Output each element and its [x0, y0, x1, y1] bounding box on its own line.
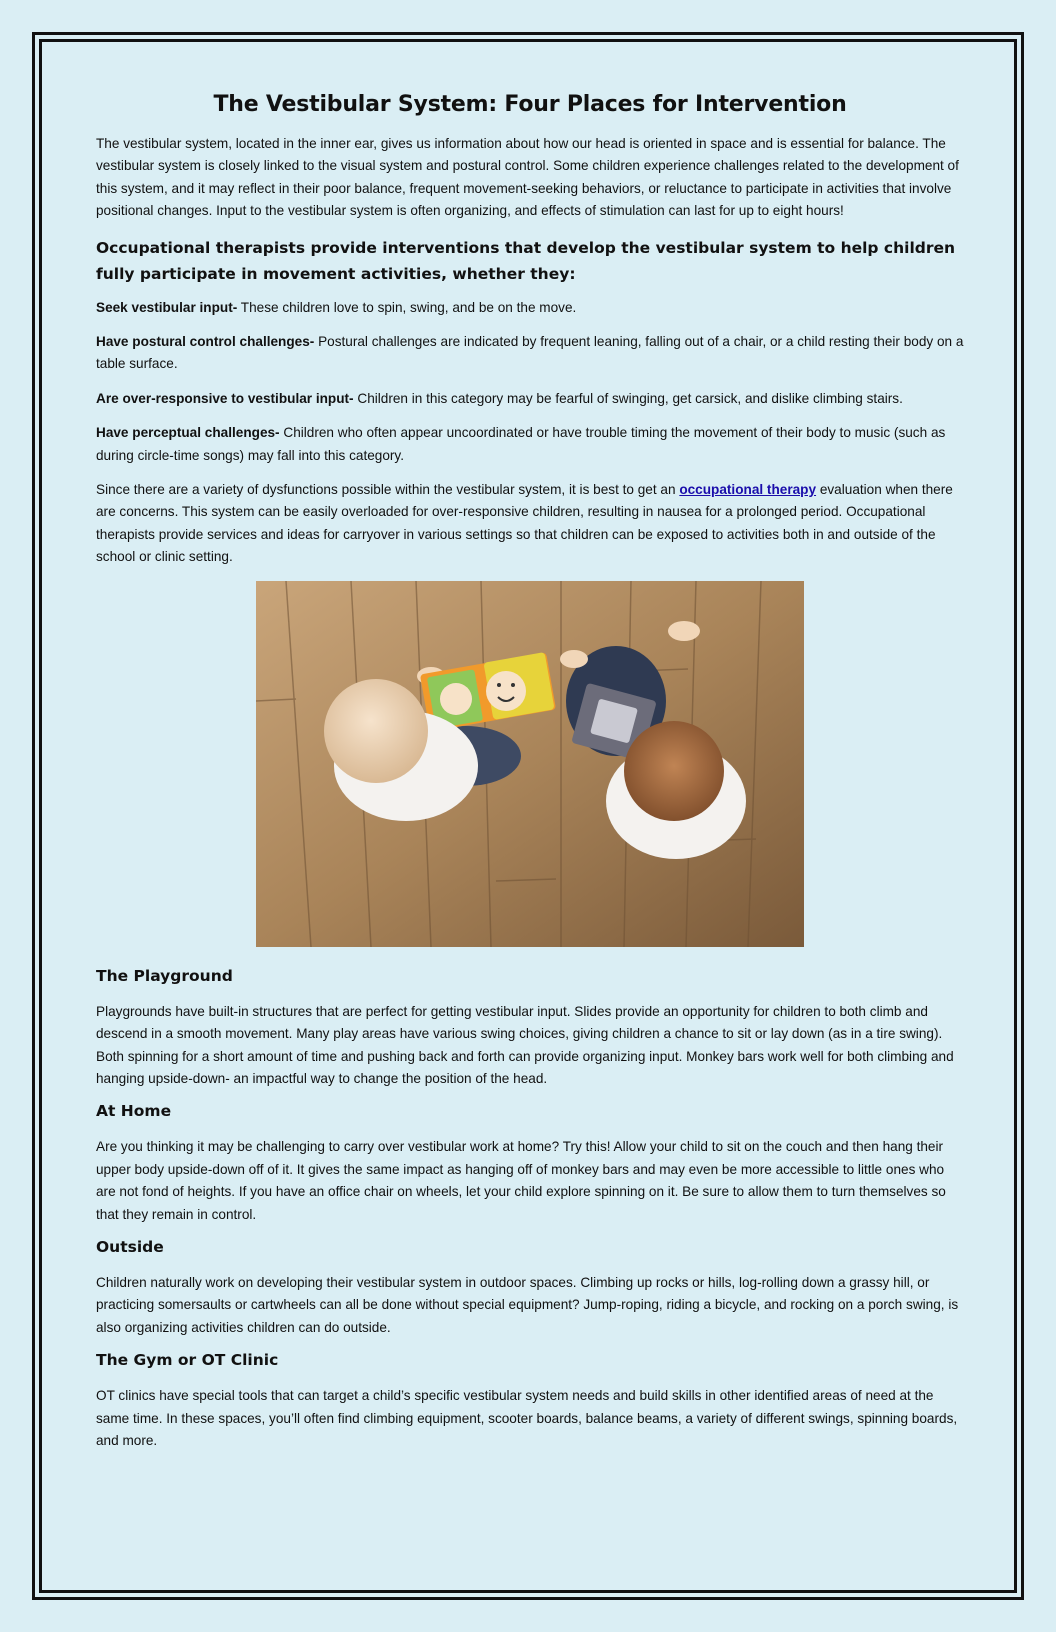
category-term: Have postural control challenges-: [96, 334, 315, 350]
evaluation-paragraph: [96, 479, 964, 569]
category-perceptual: [96, 422, 964, 467]
evaluation-text-before: Since there are a variety of dysfunctions possible within the vestibular system, it is best to get an: [96, 482, 680, 498]
category-postural-control: [96, 331, 964, 376]
section-heading-home: At Home: [96, 1102, 172, 1121]
section-body-outside: Children naturally work on developing their vestibular system in outdoor spaces. Climbing up rocks or hills, log-rolling down a grassy hill, or practicing somersaults or cartwheels can all be done without special equipment? Jump-roping, riding a bicycle, and rocking on a porch swing, is also organizing activities children can do outside.: [96, 1274, 959, 1335]
section-heading-outside: Outside: [96, 1237, 164, 1256]
evaluation-text-after: evaluation when there are concerns. This system can be easily overloaded for over-responsive children, resulting in nausea for a prolonged period. Occupational therapists provide services and ideas for carryover in various settings so that children can be exposed to activities both in and outside of the school or clinic setting.: [96, 482, 953, 565]
category-text: Children who often appear uncoordinated or have trouble timing the movement of their body to music (such as during circle-time songs) may fall into this category.: [96, 425, 946, 463]
intro-paragraph: The vestibular system, located in the inner ear, gives us information about how our head is oriented in space and is essential for balance. The vestibular system is closely linked to the visual system and postural control. Some children experience challenges related to the development of this system, and it may reflect in their poor balance, frequent movement-seeking behaviors, or reluctance to participate in activities that involve positional changes. Input to the vestibular system is often organizing, and effects of stimulation can last for up to eight hours!: [96, 136, 959, 219]
interventions-subheading: Occupational therapists provide interventions that develop the vestibular system to help children fully participate in movement activities, whether they:: [96, 238, 956, 283]
category-text: Postural challenges are indicated by frequent leaning, falling out of a chair, or a child resting their body on a table surface.: [96, 334, 964, 372]
section-body-gym-clinic: OT clinics have special tools that can target a child’s specific vestibular system needs and build skills in other identified areas of need at the same time. In these spaces, you’ll often find climbing equipment, scooter boards, balance beams, a variety of different swings, spinning boards, and more.: [96, 1388, 958, 1448]
category-seek-input: [96, 297, 964, 319]
page-title: The Vestibular System: Four Places for Intervention: [213, 92, 847, 117]
children-playing-photo: [256, 581, 804, 947]
section-heading-gym-clinic: The Gym or OT Clinic: [96, 1351, 279, 1370]
category-text: These children love to spin, swing, and be on the move.: [237, 299, 577, 315]
occupational-therapy-link[interactable]: occupational therapy: [679, 482, 817, 498]
category-term: Have perceptual challenges-: [96, 425, 280, 441]
category-text: Children in this category may be fearful of swinging, get carsick, and dislike climbing stairs.: [353, 390, 903, 406]
section-body-playground: Playgrounds have built-in structures that are perfect for getting vestibular input. Slides provide an opportunity for children to both climb and descend in a smooth movement. Many play areas have various swing choices, giving children a chance to sit or lay down (as in a tire swing). Both spinning for a short amount of time and pushing back and forth can provide organizing input. Monkey bars work well for both climbing and hanging upside-down- an impactful way to change the position of the head.: [96, 1003, 954, 1086]
section-body-home: Are you thinking it may be challenging to carry over vestibular work at home? Try this! Allow your child to sit on the couch and then hang their upper body upside-down off of it. It gives the same impact as hanging off of monkey bars and may even be more accessible to little ones who are not fond of heights. If you have an office chair on wheels, let your child explore spinning on it. Be sure to allow them to turn themselves so that they remain in control.: [96, 1139, 946, 1222]
article-content: [96, 92, 964, 1464]
category-term: Seek vestibular input-: [96, 299, 238, 315]
category-over-responsive: [96, 388, 964, 410]
category-term: Are over-responsive to vestibular input-: [96, 390, 354, 406]
section-heading-playground: The Playground: [96, 966, 233, 985]
